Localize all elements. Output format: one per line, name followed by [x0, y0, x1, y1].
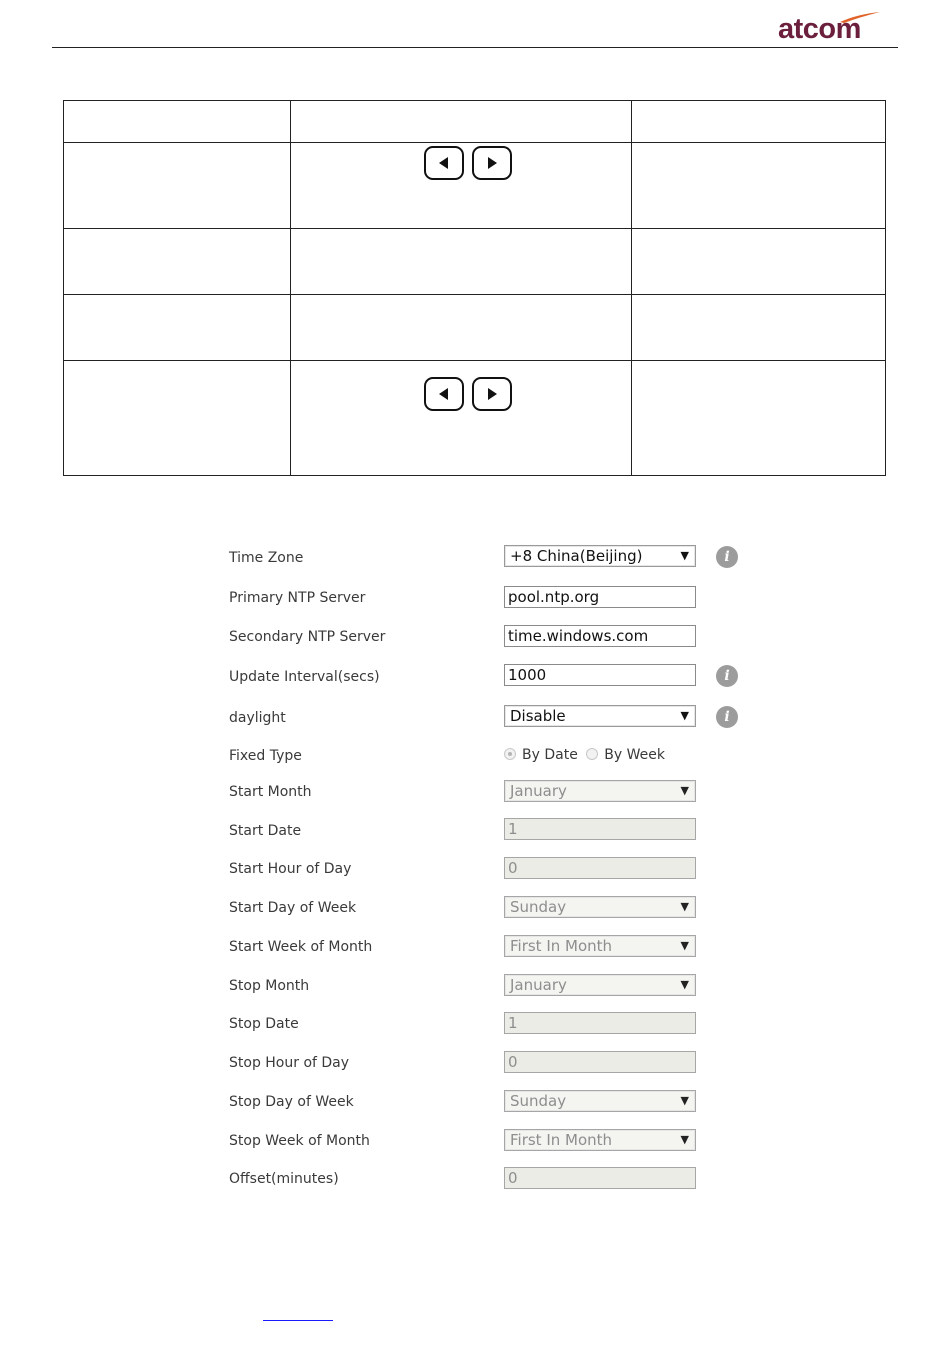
start-date-input[interactable]: 1 — [504, 818, 696, 840]
stop-hour-input[interactable]: 0 — [504, 1051, 696, 1073]
table-cell — [291, 101, 632, 143]
offset-label: Offset(minutes) — [229, 1171, 339, 1187]
table-cell — [291, 295, 632, 361]
start-day-of-week-select[interactable] — [504, 896, 696, 918]
atcom-logo — [778, 10, 888, 44]
stop-month-value: January — [510, 976, 567, 994]
stop-day-of-week-label: Stop Day of Week — [229, 1094, 354, 1110]
start-month-label: Start Month — [229, 784, 312, 800]
by-date-label: By Date — [522, 747, 578, 763]
navigation-keys — [424, 146, 512, 180]
left-arrow-key-icon — [424, 377, 464, 411]
stop-day-of-week-select[interactable] — [504, 1090, 696, 1112]
info-icon[interactable]: i — [716, 546, 738, 568]
stop-date-input[interactable]: 1 — [504, 1012, 696, 1034]
stop-week-of-month-select[interactable] — [504, 1129, 696, 1151]
time-zone-value: +8 China(Beijing) — [510, 547, 643, 565]
start-month-value: January — [510, 782, 567, 800]
chevron-down-icon: ▼ — [680, 978, 689, 991]
chevron-down-icon: ▼ — [680, 549, 689, 562]
secondary-ntp-input[interactable]: time.windows.com — [504, 625, 696, 647]
start-day-of-week-label: Start Day of Week — [229, 900, 357, 916]
fixed-type-label: Fixed Type — [229, 748, 302, 764]
right-arrow-key-icon — [472, 377, 512, 411]
table-row — [64, 101, 886, 143]
offset-input[interactable]: 0 — [504, 1167, 696, 1189]
chevron-down-icon: ▼ — [680, 784, 689, 797]
table-cell — [64, 229, 291, 295]
navigation-keys — [424, 377, 512, 411]
daylight-value: Disable — [510, 707, 566, 725]
by-week-radio[interactable] — [586, 748, 598, 760]
start-week-of-month-value: First In Month — [510, 937, 613, 955]
stop-month-label: Stop Month — [229, 978, 310, 994]
update-interval-input[interactable]: 1000 — [504, 664, 696, 686]
start-week-of-month-select[interactable] — [504, 935, 696, 957]
stop-month-select[interactable] — [504, 974, 696, 996]
table-row — [64, 295, 886, 361]
daylight-select[interactable] — [504, 705, 696, 727]
start-month-select[interactable] — [504, 780, 696, 802]
info-icon[interactable]: i — [716, 665, 738, 687]
table-cell — [632, 295, 886, 361]
table-cell — [632, 361, 886, 476]
logo-text: atcom — [778, 13, 861, 45]
table-cell — [64, 101, 291, 143]
table-row — [64, 229, 886, 295]
right-arrow-key-icon — [472, 146, 512, 180]
daylight-label: daylight — [229, 710, 286, 726]
stop-day-of-week-value: Sunday — [510, 1092, 567, 1110]
start-day-of-week-value: Sunday — [510, 898, 567, 916]
chevron-down-icon: ▼ — [680, 900, 689, 913]
key-function-table — [63, 100, 886, 476]
primary-ntp-input[interactable]: pool.ntp.org — [504, 586, 696, 608]
table-cell — [291, 229, 632, 295]
primary-ntp-label: Primary NTP Server — [229, 590, 366, 606]
stop-week-of-month-label: Stop Week of Month — [229, 1133, 370, 1149]
chevron-down-icon: ▼ — [680, 1094, 689, 1107]
info-icon[interactable]: i — [716, 706, 738, 728]
by-date-radio[interactable] — [504, 748, 516, 760]
header-divider — [52, 47, 898, 48]
stop-week-of-month-value: First In Month — [510, 1131, 613, 1149]
chevron-down-icon: ▼ — [680, 709, 689, 722]
start-hour-input[interactable]: 0 — [504, 857, 696, 879]
chevron-down-icon: ▼ — [680, 1133, 689, 1146]
table-cell — [64, 295, 291, 361]
update-interval-label: Update Interval(secs) — [229, 669, 380, 685]
fixed-type-radio-group — [504, 746, 669, 764]
start-week-of-month-label: Start Week of Month — [229, 939, 373, 955]
table-cell — [632, 229, 886, 295]
stop-hour-label: Stop Hour of Day — [229, 1055, 350, 1071]
table-row — [64, 143, 886, 229]
stop-date-label: Stop Date — [229, 1016, 299, 1032]
time-zone-select[interactable] — [504, 545, 696, 567]
secondary-ntp-label: Secondary NTP Server — [229, 629, 386, 645]
table-cell — [632, 143, 886, 229]
table-cell — [64, 361, 291, 476]
table-cell — [64, 143, 291, 229]
by-week-label: By Week — [604, 747, 665, 763]
start-hour-label: Start Hour of Day — [229, 861, 352, 877]
chevron-down-icon: ▼ — [680, 939, 689, 952]
table-cell — [291, 361, 632, 476]
left-arrow-key-icon — [424, 146, 464, 180]
footer-hyperlink[interactable] — [263, 1320, 333, 1321]
start-date-label: Start Date — [229, 823, 302, 839]
table-cell — [632, 101, 886, 143]
table-row — [64, 361, 886, 476]
time-zone-label: Time Zone — [229, 550, 304, 566]
table-cell — [291, 143, 632, 229]
